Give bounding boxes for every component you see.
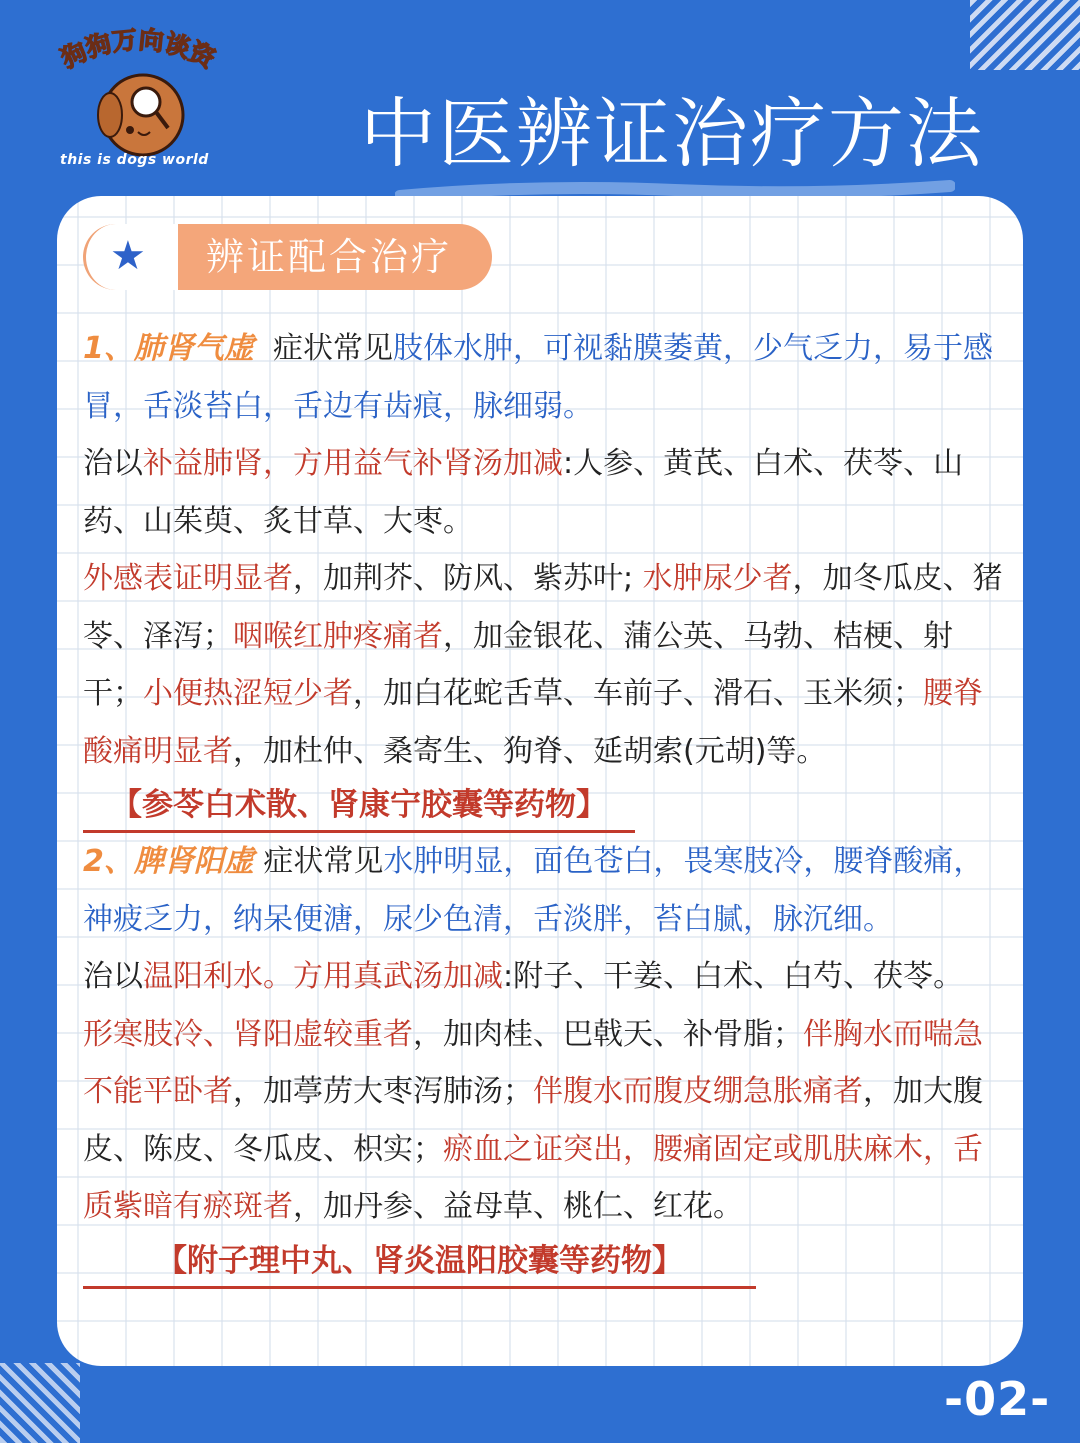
content-body bbox=[83, 320, 1003, 1289]
item-modifications bbox=[83, 550, 1003, 780]
mod-condition: 腰脊酸痛明显者 bbox=[83, 676, 983, 769]
brand-tagline: this is dogs world bbox=[60, 152, 209, 168]
treat-lead: 治以 bbox=[83, 446, 143, 481]
item-number: 1、 bbox=[83, 331, 134, 366]
herbs-text: :人参、黄芪、白术、茯苓、山药、山茱萸、炙甘草、大枣。 bbox=[83, 446, 964, 539]
symptoms-text: 肢体水肿，可视黏膜萎黄，少气乏力，易于感冒，舌淡苔白，舌边有齿痕，脉细弱。 bbox=[83, 331, 993, 424]
treatment-text: 温阳利水。方用真武汤加减 bbox=[143, 959, 503, 994]
dog-logo-icon bbox=[38, 20, 238, 170]
treat-lead: 治以 bbox=[83, 959, 143, 994]
corner-decoration bbox=[970, 0, 1080, 70]
mod-addition: ，加丹参、益母草、桃仁、红花。 bbox=[293, 1189, 743, 1224]
symptom-lead: 症状常见 bbox=[263, 844, 384, 879]
mod-condition: 伴腹水而腹皮绷急胀痛者 bbox=[533, 1074, 863, 1109]
item-name: 肺肾气虚 bbox=[133, 331, 254, 366]
star-badge bbox=[83, 224, 182, 290]
page-number: -02- bbox=[944, 1372, 1051, 1426]
svg-text:狗狗万向谈资 bbox=[57, 25, 221, 74]
mod-condition: 外感表证明显者 bbox=[83, 561, 293, 596]
recommended-medicine: 【附子理中丸、肾炎温阳胶囊等药物】 bbox=[83, 1236, 756, 1289]
item-modifications bbox=[83, 1006, 1003, 1236]
mod-condition: 小便热涩短少者 bbox=[143, 676, 353, 711]
item-treatment bbox=[83, 948, 1003, 1006]
item-treatment bbox=[83, 435, 1003, 550]
herbs-text: :附子、干姜、白术、白芍、茯苓。 bbox=[503, 959, 964, 994]
section-heading: 辨证配合治疗 bbox=[178, 224, 492, 290]
mod-addition: ，加白花蛇舌草、车前子、滑石、玉米须； bbox=[353, 676, 923, 711]
brand-name: 狗狗万向谈资 bbox=[56, 24, 220, 74]
item-name: 脾肾阳虚 bbox=[133, 844, 254, 879]
mod-addition: ，加大腹皮、陈皮、冬瓜皮、枳实； bbox=[83, 1074, 983, 1167]
mod-addition: ，加葶苈大枣泻肺汤； bbox=[233, 1074, 533, 1109]
mod-addition: ，加杜仲、桑寄生、狗脊、延胡索(元胡)等。 bbox=[233, 733, 827, 769]
recommended-medicine: 【参苓白术散、肾康宁胶囊等药物】 bbox=[83, 780, 635, 833]
treatment-text: 补益肺肾，方用益气补肾汤加减 bbox=[143, 446, 563, 481]
mod-addition: ，加肉桂、巴戟天、补骨脂； bbox=[413, 1016, 803, 1052]
page-title: 中医辨证治疗方法 bbox=[360, 89, 984, 178]
mod-addition: ，加荆芥、防风、紫苏叶; bbox=[293, 561, 643, 596]
symptoms-text: 水肿明显，面色苍白，畏寒肢冷，腰脊酸痛，神疲乏力，纳呆便溏，尿少色清，舌淡胖，苔白腻，脉沉细。 bbox=[83, 844, 984, 937]
star-icon: ★ bbox=[110, 233, 146, 279]
mod-addition: ，加冬瓜皮、猪苓、泽泻； bbox=[83, 561, 1003, 654]
mod-condition: 咽喉红肿疼痛者 bbox=[233, 618, 443, 654]
mod-condition: 水肿尿少者 bbox=[642, 561, 793, 596]
mod-condition: 伴胸水而喘急不能平卧者 bbox=[83, 1016, 983, 1109]
symptom-lead: 症状常见 bbox=[272, 331, 393, 366]
item-symptoms bbox=[83, 833, 1003, 948]
mod-addition: ，加金银花、蒲公英、马勃、桔梗、射干； bbox=[83, 618, 953, 711]
item-number: 2、 bbox=[83, 844, 134, 879]
mod-condition: 形寒肢冷、肾阳虚较重者 bbox=[83, 1016, 413, 1052]
corner-decoration bbox=[0, 1363, 80, 1443]
item-symptoms bbox=[83, 320, 1003, 435]
mod-condition: 瘀血之证突出，腰痛固定或肌肤麻木，舌质紫暗有瘀斑者 bbox=[83, 1131, 983, 1224]
